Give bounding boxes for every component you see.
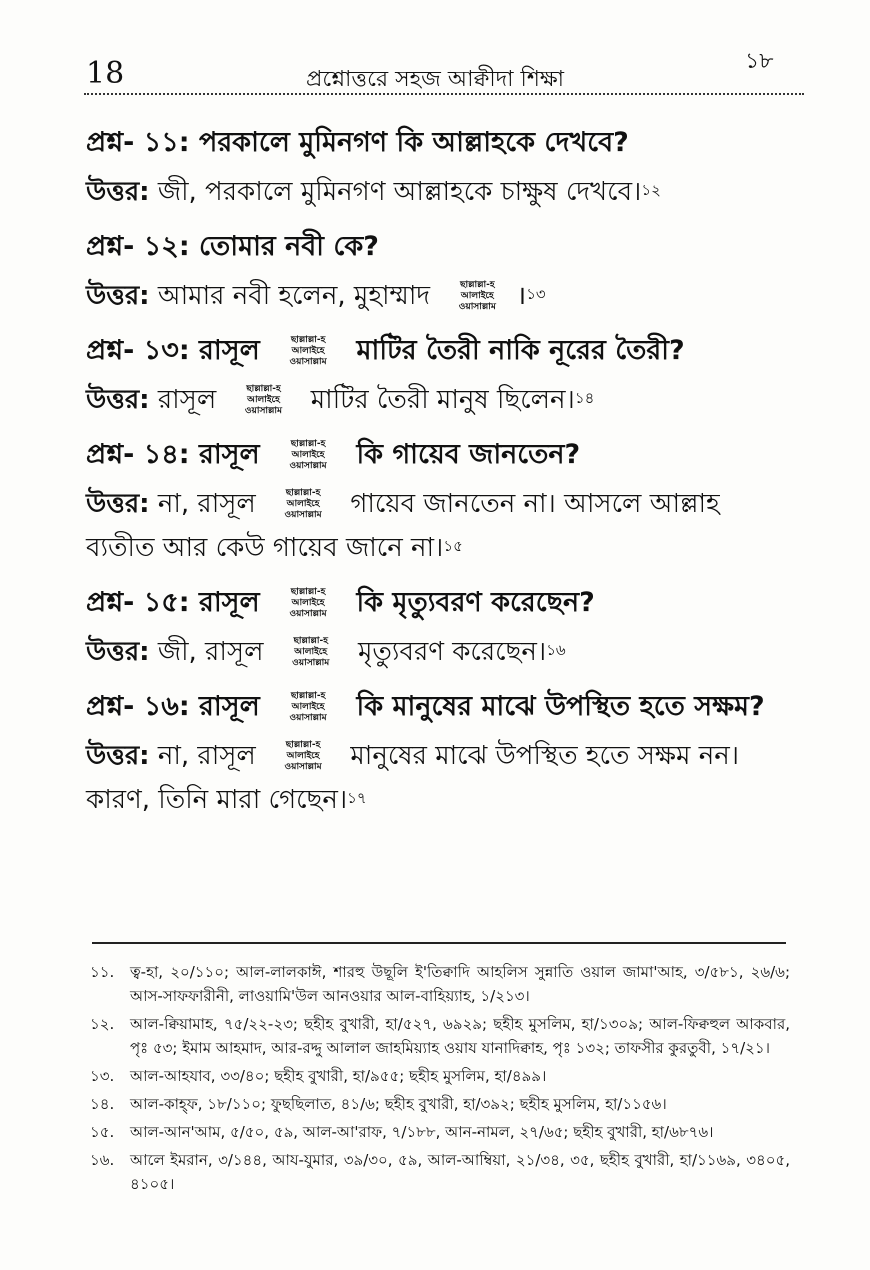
footnote-ref-16[interactable]: ১৬ [546, 641, 566, 659]
question-12: প্রশ্ন- ১২: তোমার নবী কে? [86, 231, 379, 262]
question-11: প্রশ্ন- ১১: পরকালে মুমিনগণ কি আল্লাহকে দেখবে? [86, 127, 629, 158]
answer-16: উত্তর: না, রাসূল ছাল্লাল্লা-হ আলাইহে ওয়াসাল্লাম মানুষের মাঝে উপস্থিত হতে সক্ষম নন। কারণ, তিনি মারা গেছেন।$^{১৭}$ [86, 740, 740, 815]
footnote-item: ১৪. আল-কাহ্‌ফ, ১৮/১১০; ফুছছিলাত, ৪১/৬; ছহীহ বুখারী, হা/৩৯২; ছহীহ মুসলিম, হা/১১৫৬। [90, 1095, 667, 1113]
header-divider [84, 93, 804, 95]
answer-15: উত্তর: জী, রাসূল ছাল্লাল্লা-হ আলাইহে ওয়াসাল্লাম মৃত্যুবরণ করেছেন।$^{১৬}$ [86, 636, 566, 668]
footnote-item: ১৫. আল-আন'আম, ৫/৫০, ৫৯, আল-আ'রাফ, ৭/১৮৮, আন-নামল, ২৭/৬৫; ছহীহ বুখারী, হা/৬৮৭৬। [90, 1123, 714, 1141]
question-16: প্রশ্ন- ১৬: রাসূল ছাল্লাল্লা-হ আলাইহে ওয়াসাল্লাম কি মানুষের মাঝে উপস্থিত হতে সক্ষম? [86, 691, 765, 723]
salawat-ligature: ছাল্লাল্লা-হ আলাইহে ওয়াসাল্লাম [289, 691, 327, 723]
salawat-ligature: ছাল্লাল্লা-হ আলাইহে ওয়াসাল্লাম [284, 488, 322, 520]
page-number-left: 18 [86, 56, 125, 91]
salawat-ligature: ছাল্লাল্লা-হ আলাইহে ওয়াসাল্লাম [289, 335, 327, 367]
answer-12: উত্তর: আমার নবী হলেন, মুহাম্মাদ ছাল্লাল্লা-হ আলাইহে ওয়াসাল্লাম ।$^{১৩}$ [86, 280, 546, 312]
question-14: প্রশ্ন- ১৪: রাসূল ছাল্লাল্লা-হ আলাইহে ওয়াসাল্লাম কি গায়েব জানতেন? [86, 439, 581, 471]
salawat-ligature: ছাল্লাল্লা-হ আলাইহে ওয়াসাল্লাম [284, 740, 322, 772]
footnote-item: ১২. আল-ক্বিয়ামাহ, ৭৫/২২-২৩; ছহীহ বুখারী, হা/৫২৭, ৬৯২৯; ছহীহ মুসলিম, হা/১৩০৯; আল-ফিক্বহুল আকবার, পৃঃ ৫৩; ইমাম আহমাদ, আর-রদ্দু আলাল জাহমিয়্যাহ ওয়ায যানাদিক্বাহ, পৃঃ ১৩২; তাফসীর কুরতুবী, ১৭/২১। [90, 1015, 790, 1057]
footnote-ref-13[interactable]: ১৩ [526, 285, 546, 303]
footnote-ref-15[interactable]: ১৫ [443, 537, 463, 555]
question-13: প্রশ্ন- ১৩: রাসূল ছাল্লাল্লা-হ আলাইহে ওয়াসাল্লাম মাটির তৈরী নাকি নূরের তৈরী? [86, 335, 685, 367]
question-15: প্রশ্ন- ১৫: রাসূল ছাল্লাল্লা-হ আলাইহে ওয়াসাল্লাম কি মৃত্যুবরণ করেছেন? [86, 587, 595, 619]
page-number-right: ১৮ [745, 49, 774, 74]
footnote-item: ১৬. আলে ইমরান, ৩/১৪৪, আয-যুমার, ৩৯/৩০, ৫৯, আল-আম্বিয়া, ২১/৩৪, ৩৫, ছহীহ বুখারী, হা/১১৬৯, ৩৪০৫, ৪১০৫। [90, 1151, 790, 1193]
answer-14: উত্তর: না, রাসূল ছাল্লাল্লা-হ আলাইহে ওয়াসাল্লাম গায়েব জানতেন না। আসলে আল্লাহ ব্যতীত আর কেউ গায়েব জানে না।$^{১৫}$ [86, 488, 720, 563]
footnote-divider [92, 942, 786, 944]
footnotes [90, 960, 790, 1200]
salawat-ligature: ছাল্লাল্লা-হ আলাইহে ওয়াসাল্লাম [458, 280, 496, 312]
qa-content [86, 110, 786, 822]
footnote-ref-12[interactable]: ১২ [641, 181, 661, 199]
footnote-item: ১৩. আল-আহযাব, ৩৩/৪০; ছহীহ বুখারী, হা/৯৫৫; ছহীহ মুসলিম, হা/৪৯৯। [90, 1067, 547, 1085]
salawat-ligature: ছাল্লাল্লা-হ আলাইহে ওয়াসাল্লাম [244, 384, 283, 416]
answer-13: উত্তর: রাসূল ছাল্লাল্লা-হ আলাইহে ওয়াসাল্লাম মাটির তৈরী মানুষ ছিলেন।$^{১৪}$ [86, 384, 595, 416]
salawat-ligature: ছাল্লাল্লা-হ আলাইহে ওয়াসাল্লাম [289, 587, 327, 619]
salawat-ligature: ছাল্লাল্লা-হ আলাইহে ওয়াসাল্লাম [292, 636, 330, 668]
page-header [0, 0, 870, 100]
salawat-ligature: ছাল্লাল্লা-হ আলাইহে ওয়াসাল্লাম [289, 439, 327, 471]
answer-11: উত্তর: জী, পরকালে মুমিনগণ আল্লাহকে চাক্ষুষ দেখবে।$^{১২}$ [86, 177, 661, 207]
footnote-ref-17[interactable]: ১৭ [347, 789, 367, 807]
running-title: প্রশ্নোত্তরে সহজ আক্বীদা শিক্ষা [305, 67, 565, 92]
footnote-ref-14[interactable]: ১৪ [574, 389, 595, 407]
footnote-item: ১১. ত্ব-হা, ২০/১১০; আল-লালকাঈ, শারহু উছূলি ই'তিক্বাদি আহলিস সুন্নাতি ওয়াল জামা'আহ, ৩/৫৮১, ২৬/৬; আস-সাফফারীনী, লাওয়ামি'উল আনওয়ার আল-বাহিয়্যাহ, ১/২১৩। [90, 963, 790, 1005]
